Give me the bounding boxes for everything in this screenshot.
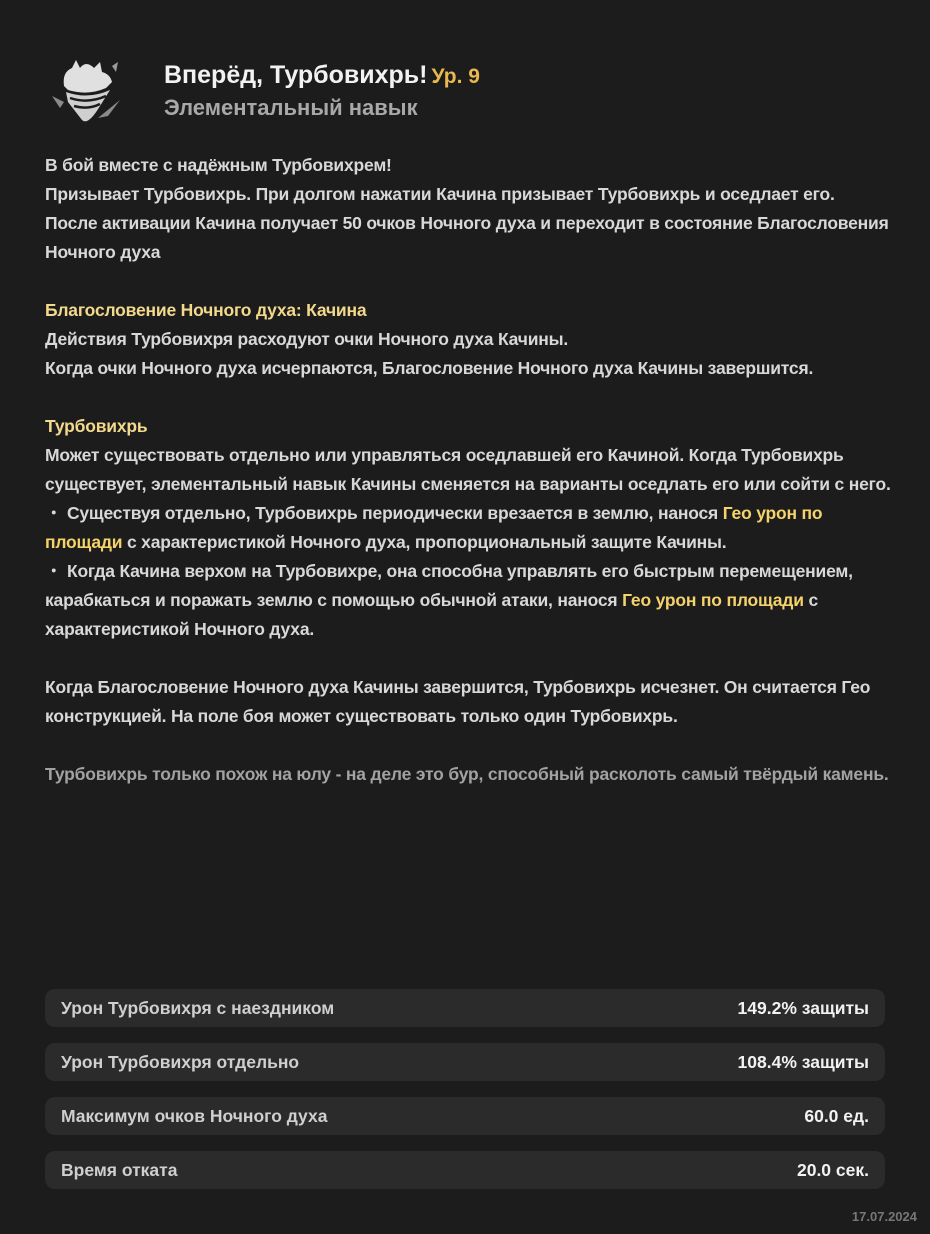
stat-row xyxy=(45,1097,885,1135)
intro-line: Призывает Турбовихрь. При долгом нажатии Качина призывает Турбовихрь и оседлает его. xyxy=(45,184,835,204)
stat-label: Время отката xyxy=(61,1159,178,1180)
intro-line: В бой вместе с надёжным Турбовихрем! xyxy=(45,155,392,175)
stat-label: Максимум очков Ночного духа xyxy=(61,1105,328,1126)
stat-label: Урон Турбовихря с наездником xyxy=(61,997,335,1018)
blessing-line: Когда очки Ночного духа исчерпаются, Благословение Ночного духа Качины завершится. xyxy=(45,358,814,378)
skill-title: Вперёд, Турбовихрь! xyxy=(164,61,428,89)
stat-value: 20.0 сек. xyxy=(796,1159,869,1180)
bullet-text: ・ Существуя отдельно, Турбовихрь периодически врезается в землю, нанося xyxy=(45,503,723,523)
skill-description xyxy=(45,151,895,789)
geo-aoe-highlight: Гео урон по площади xyxy=(622,590,804,610)
stat-row xyxy=(45,1151,885,1189)
ending-text: Когда Благословение Ночного духа Качины завершится, Турбовихрь исчезнет. Он считается Гео конструкцией. На поле боя может существовать только один Турбовихрь. xyxy=(45,677,871,726)
bullet-text: с характеристикой Ночного духа. xyxy=(45,590,818,639)
stat-row xyxy=(45,989,885,1027)
stats-table xyxy=(45,989,885,1205)
geo-aoe-highlight: Гео урон по площади xyxy=(45,503,823,552)
bullet-ridden xyxy=(45,557,895,644)
stat-value: 60.0 ед. xyxy=(804,1105,869,1126)
flavor-text: Турбовихрь только похож на юлу - на деле это бур, способный расколоть самый твёрдый камень. xyxy=(45,764,889,784)
turbo-line: Может существовать отдельно или управляться оседлавшей его Качиной. Когда Турбовихрь существует, элементальный навык Качины сменяется на варианты оседлать его или сойти с него. xyxy=(45,445,891,494)
bullet-text: ・ Когда Качина верхом на Турбовихре, она способна управлять его быстрым перемещением, карабкаться и поражать землю с помощью обычной атаки, нанося xyxy=(45,561,853,610)
blessing-heading: Благословение Ночного духа: Качина xyxy=(45,300,367,320)
date-stamp: 17.07.2024 xyxy=(851,1209,917,1224)
skill-type: Элементальный навык xyxy=(164,95,418,120)
intro-line: После активации Качина получает 50 очков Ночного духа и переходит в состояние Благословения Ночного духа xyxy=(45,213,889,262)
blessing-line: Действия Турбовихря расходуют очки Ночного духа Качины. xyxy=(45,329,569,349)
turbo-twirly-skill-icon xyxy=(48,56,128,126)
turbo-heading: Турбовихрь xyxy=(45,416,148,436)
stat-value: 149.2% защиты xyxy=(737,997,869,1018)
skill-level: Ур. 9 xyxy=(431,65,480,88)
stat-row xyxy=(45,1043,885,1081)
bullet-text: с характеристикой Ночного духа, пропорциональный защите Качины. xyxy=(122,532,727,552)
skill-header xyxy=(48,56,480,126)
stat-value: 108.4% защиты xyxy=(737,1051,869,1072)
bullet-alone xyxy=(45,499,895,557)
stat-label: Урон Турбовихря отдельно xyxy=(61,1051,300,1072)
